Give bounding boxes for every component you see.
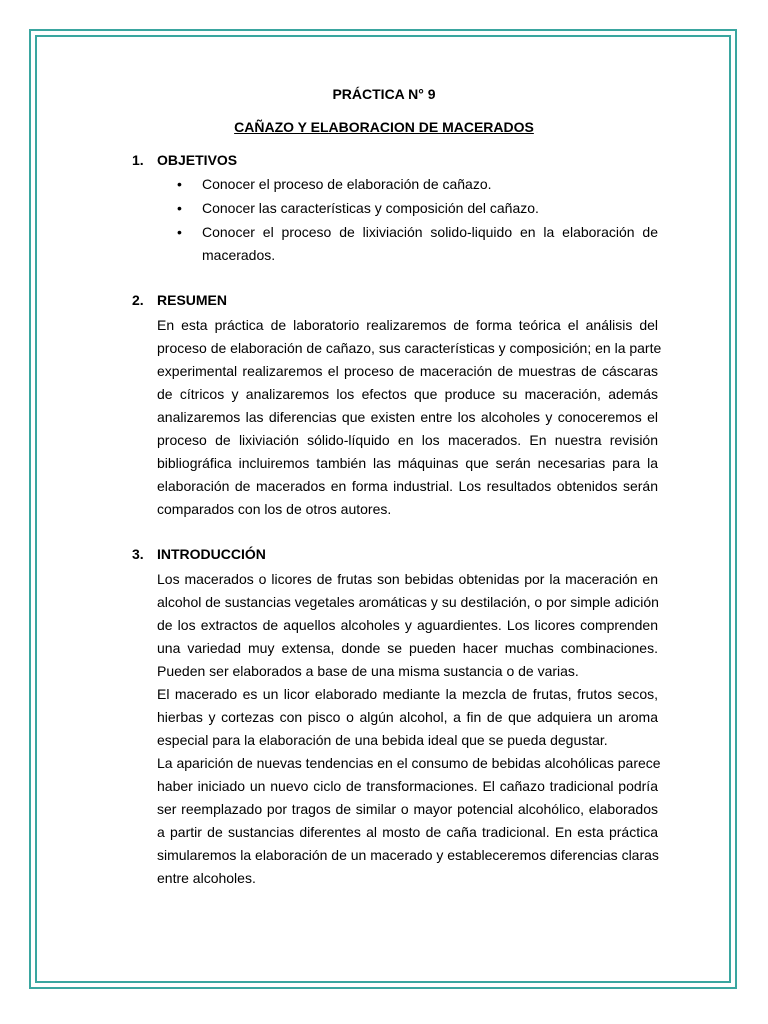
text-line: simularemos la elaboración de un macerado y estableceremos diferencias claras <box>157 847 659 863</box>
text-line: entre alcoholes. <box>157 870 256 886</box>
bullet-icon: • <box>177 224 182 240</box>
section-heading-objetivos <box>132 152 237 168</box>
bullet-icon: • <box>177 200 182 216</box>
text-line: ser reemplazado por tragos de similar o mayor potencial alcohólico, elaborados <box>157 801 658 817</box>
list-item <box>157 173 658 196</box>
text-line: de cítricos y analizaremos los efectos que produce su maceración, además <box>157 386 658 402</box>
objectives-list <box>157 173 658 268</box>
text-line: En esta práctica de laboratorio realizaremos de forma teórica el análisis del <box>157 317 658 333</box>
text-line: elaboración de macerados en forma industrial. Los resultados obtenidos serán <box>157 478 658 494</box>
text-line: de los extractos de aquellos alcoholes y aguardientes. Los licores comprenden <box>157 617 658 633</box>
introduccion-paragraph-1 <box>157 568 658 683</box>
text-line: La aparición de nuevas tendencias en el consumo de bebidas alcohólicas parece <box>157 755 661 771</box>
text-line: El macerado es un licor elaborado mediante la mezcla de frutas, frutos secos, <box>157 686 658 702</box>
text-line: Los macerados o licores de frutas son bebidas obtenidas por la maceración en <box>157 571 658 587</box>
text-line: comparados con los de otros autores. <box>157 501 392 517</box>
practice-title: PRÁCTICA N° 9 <box>332 86 436 102</box>
section-heading-resumen <box>132 292 227 308</box>
introduccion-paragraph-3 <box>157 752 661 890</box>
list-item-text: Conocer las características y composición del cañazo. <box>202 200 539 216</box>
section-heading-introduccion <box>132 546 266 562</box>
text-line: proceso de lixiviación sólido-líquido en los macerados. En nuestra revisión <box>157 432 658 448</box>
section-number: 3. <box>132 546 144 562</box>
list-item <box>157 197 658 220</box>
text-line: alcohol de sustancias vegetales aromáticas y su destilación, o por simple adición <box>157 594 659 610</box>
resumen-paragraph <box>157 314 662 521</box>
list-item-text: Conocer el proceso de lixiviación solido-liquido en la elaboración de macerados. <box>202 224 658 263</box>
text-line: hierbas y cortezas con pisco o algún alcohol, a fin de que adquiera un aroma <box>157 709 658 725</box>
section-title: OBJETIVOS <box>157 152 238 168</box>
text-line: haber iniciado un nuevo ciclo de transformaciones. El cañazo tradicional podría <box>157 778 658 794</box>
text-line: especial para la elaboración de una bebida ideal que se pueda degustar. <box>157 732 608 748</box>
text-line: analizaremos las diferencias que existen entre los alcoholes y conoceremos el <box>157 409 658 425</box>
text-line: una variedad muy extensa, donde se pueden hacer muchas combinaciones. <box>157 640 658 656</box>
practice-subtitle: CAÑAZO Y ELABORACION DE MACERADOS <box>234 119 534 135</box>
bullet-icon: • <box>177 176 182 192</box>
section-title: INTRODUCCIÓN <box>157 546 266 562</box>
text-line: Pueden ser elaborados a base de una misma sustancia o de varias. <box>157 663 579 679</box>
text-line: proceso de elaboración de cañazo, sus características y composición; en la parte <box>157 340 662 356</box>
section-number: 2. <box>132 292 144 308</box>
section-number: 1. <box>132 152 144 168</box>
text-line: experimental realizaremos el proceso de maceración de muestras de cáscaras <box>157 363 658 379</box>
introduccion-paragraph-2 <box>157 683 658 752</box>
section-title: RESUMEN <box>157 292 228 308</box>
text-line: bibliográfica incluiremos también las máquinas que serán necesarias para la <box>157 455 658 471</box>
list-item <box>157 221 658 267</box>
text-line: a partir de sustancias diferentes al mosto de caña tradicional. En esta práctica <box>157 824 658 840</box>
list-item-text: Conocer el proceso de elaboración de cañazo. <box>202 176 492 192</box>
